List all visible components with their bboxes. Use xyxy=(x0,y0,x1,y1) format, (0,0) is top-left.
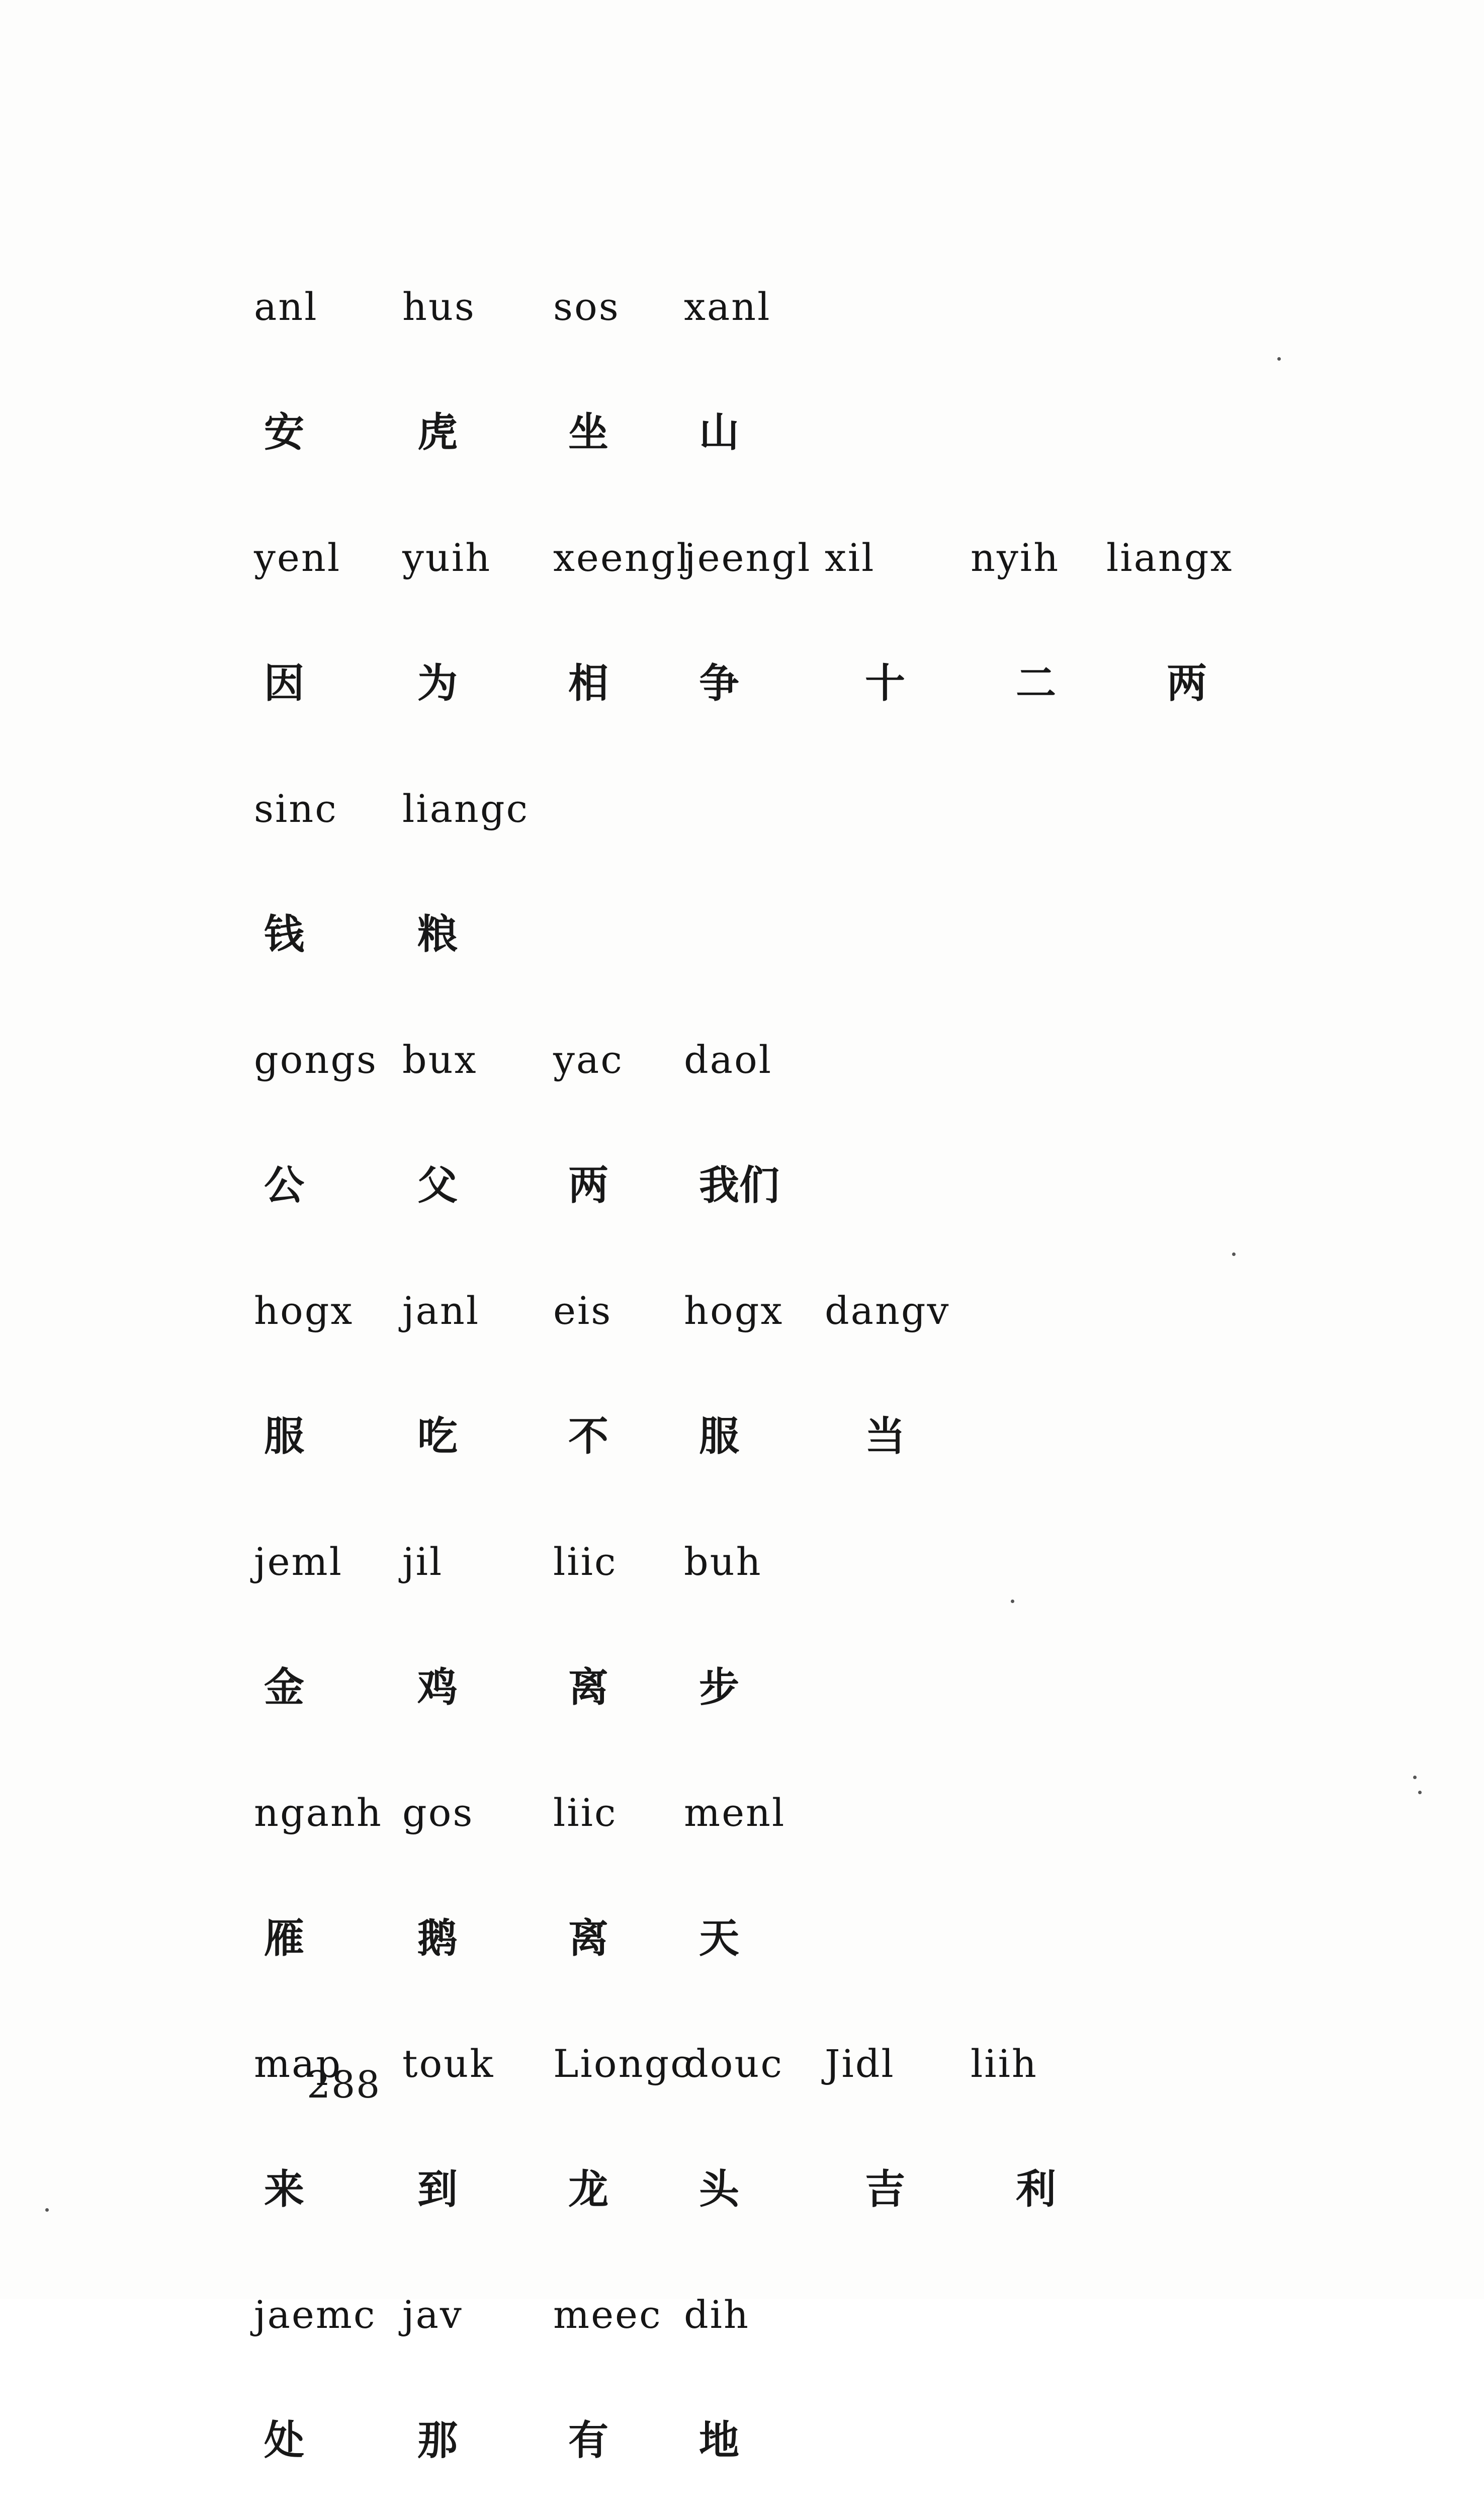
chinese-gloss-word: 地 xyxy=(699,2417,739,2464)
chinese-gloss-word: 来 xyxy=(264,2166,304,2213)
romanized-word: anl xyxy=(254,284,318,329)
chinese-gloss-word: 坐 xyxy=(568,409,608,456)
romanized-word: Liongc xyxy=(553,2041,693,2086)
chinese-gloss-word: 到 xyxy=(417,2166,458,2213)
romanized-line xyxy=(0,518,1484,598)
romanized-word: sinc xyxy=(254,786,338,831)
romanized-word: yenl xyxy=(254,535,341,580)
chinese-gloss-line xyxy=(0,1647,1484,1728)
chinese-gloss-word: 离 xyxy=(568,1915,608,1962)
chinese-gloss-word: 虎 xyxy=(417,409,458,456)
chinese-gloss-word: 头 xyxy=(699,2166,739,2213)
romanized-word: jaemc xyxy=(254,2292,377,2337)
chinese-gloss-word: 龙 xyxy=(568,2166,608,2213)
chinese-gloss-word: 有 xyxy=(568,2417,608,2464)
romanized-line xyxy=(0,1020,1484,1100)
chinese-gloss-word: 当 xyxy=(865,1413,905,1460)
chinese-gloss-word: 两 xyxy=(1167,660,1207,707)
chinese-gloss-word: 我们 xyxy=(699,1162,779,1209)
romanized-word: hogx xyxy=(684,1288,784,1333)
chinese-gloss-line xyxy=(0,643,1484,724)
romanized-line xyxy=(0,267,1484,347)
chinese-gloss-word: 步 xyxy=(699,1664,739,1711)
romanized-word: nyih xyxy=(971,535,1060,580)
chinese-gloss-word: 鹅 xyxy=(417,1915,458,1962)
romanized-word: yuih xyxy=(402,535,492,580)
chinese-gloss-word: 吉 xyxy=(865,2166,905,2213)
romanized-word: janl xyxy=(402,1288,480,1333)
romanized-word: liangc xyxy=(402,786,530,831)
scan-speck xyxy=(1413,1776,1417,1779)
chinese-gloss-word: 利 xyxy=(1016,2166,1056,2213)
romanized-word: jav xyxy=(402,2292,463,2337)
chinese-gloss-word: 处 xyxy=(264,2417,304,2464)
chinese-gloss-word: 山 xyxy=(699,409,739,456)
romanized-word: jil xyxy=(402,1539,444,1584)
scan-speck xyxy=(1011,1600,1014,1603)
romanized-word: jeengl xyxy=(684,535,812,580)
chinese-gloss-line xyxy=(0,1396,1484,1477)
chinese-gloss-word: 公 xyxy=(264,1162,304,1209)
chinese-gloss-line xyxy=(0,2149,1484,2230)
romanized-word: liangx xyxy=(1106,535,1234,580)
romanized-word: menl xyxy=(684,1790,786,1835)
chinese-gloss-word: 争 xyxy=(699,660,739,707)
chinese-gloss-line xyxy=(0,392,1484,473)
romanized-word: buh xyxy=(684,1539,762,1584)
romanized-word: douc xyxy=(684,2041,783,2086)
chinese-gloss-word: 金 xyxy=(264,1664,304,1711)
romanized-word: nganh xyxy=(254,1790,383,1835)
romanized-word: gongs xyxy=(254,1037,378,1082)
chinese-gloss-word: 相 xyxy=(568,660,608,707)
chinese-gloss-line xyxy=(0,1145,1484,1226)
romanized-word: daol xyxy=(684,1037,773,1082)
romanized-line xyxy=(0,1522,1484,1602)
scan-speck xyxy=(1418,1791,1422,1794)
romanized-line xyxy=(0,2275,1484,2355)
chinese-gloss-word: 天 xyxy=(699,1915,739,1962)
scan-speck xyxy=(1277,357,1281,361)
romanized-word: hus xyxy=(402,284,476,329)
chinese-gloss-word: 钱 xyxy=(264,911,304,958)
romanized-line xyxy=(0,2024,1484,2104)
chinese-gloss-word: 安 xyxy=(264,409,304,456)
romanized-word: yac xyxy=(553,1037,624,1082)
chinese-gloss-word: 鸡 xyxy=(417,1664,458,1711)
chinese-gloss-word: 粮 xyxy=(417,911,458,958)
romanized-word: liih xyxy=(971,2041,1038,2086)
page-number: 288 xyxy=(307,2063,381,2107)
romanized-word: liic xyxy=(553,1790,618,1835)
romanized-word: eis xyxy=(553,1288,613,1333)
romanized-word: hogx xyxy=(254,1288,354,1333)
romanized-word: gos xyxy=(402,1790,474,1835)
romanized-word: map xyxy=(254,2041,342,2086)
chinese-gloss-word: 吃 xyxy=(417,1413,458,1460)
chinese-gloss-word: 二 xyxy=(1016,660,1056,707)
romanized-word: sos xyxy=(553,284,620,329)
romanized-word: meec xyxy=(553,2292,662,2337)
chinese-gloss-word: 服 xyxy=(699,1413,739,1460)
romanized-word: jeml xyxy=(254,1539,343,1584)
chinese-gloss-word: 服 xyxy=(264,1413,304,1460)
chinese-gloss-line xyxy=(0,2400,1484,2481)
chinese-gloss-word: 十 xyxy=(865,660,905,707)
scan-speck xyxy=(1232,1252,1236,1256)
romanized-word: Jidl xyxy=(825,2041,895,2086)
romanized-word: dih xyxy=(684,2292,750,2337)
romanized-word: dangv xyxy=(825,1288,950,1333)
chinese-gloss-word: 不 xyxy=(568,1413,608,1460)
scan-speck xyxy=(45,2208,49,2212)
romanized-word: xeengl xyxy=(553,535,690,580)
chinese-gloss-line xyxy=(0,894,1484,975)
chinese-gloss-word: 两 xyxy=(568,1162,608,1209)
romanized-word: touk xyxy=(402,2041,495,2086)
chinese-gloss-word: 雁 xyxy=(264,1915,304,1962)
romanized-word: bux xyxy=(402,1037,478,1082)
chinese-gloss-word: 为 xyxy=(417,660,458,707)
romanized-word: xanl xyxy=(684,284,771,329)
chinese-gloss-word: 因 xyxy=(264,660,304,707)
romanized-line xyxy=(0,769,1484,849)
chinese-gloss-line xyxy=(0,1898,1484,1979)
chinese-gloss-word: 那 xyxy=(417,2417,458,2464)
romanized-line xyxy=(0,1773,1484,1853)
romanized-word: liic xyxy=(553,1539,618,1584)
chinese-gloss-word: 离 xyxy=(568,1664,608,1711)
romanized-line xyxy=(0,1271,1484,1351)
chinese-gloss-word: 父 xyxy=(417,1162,458,1209)
romanized-word: xil xyxy=(825,535,876,580)
